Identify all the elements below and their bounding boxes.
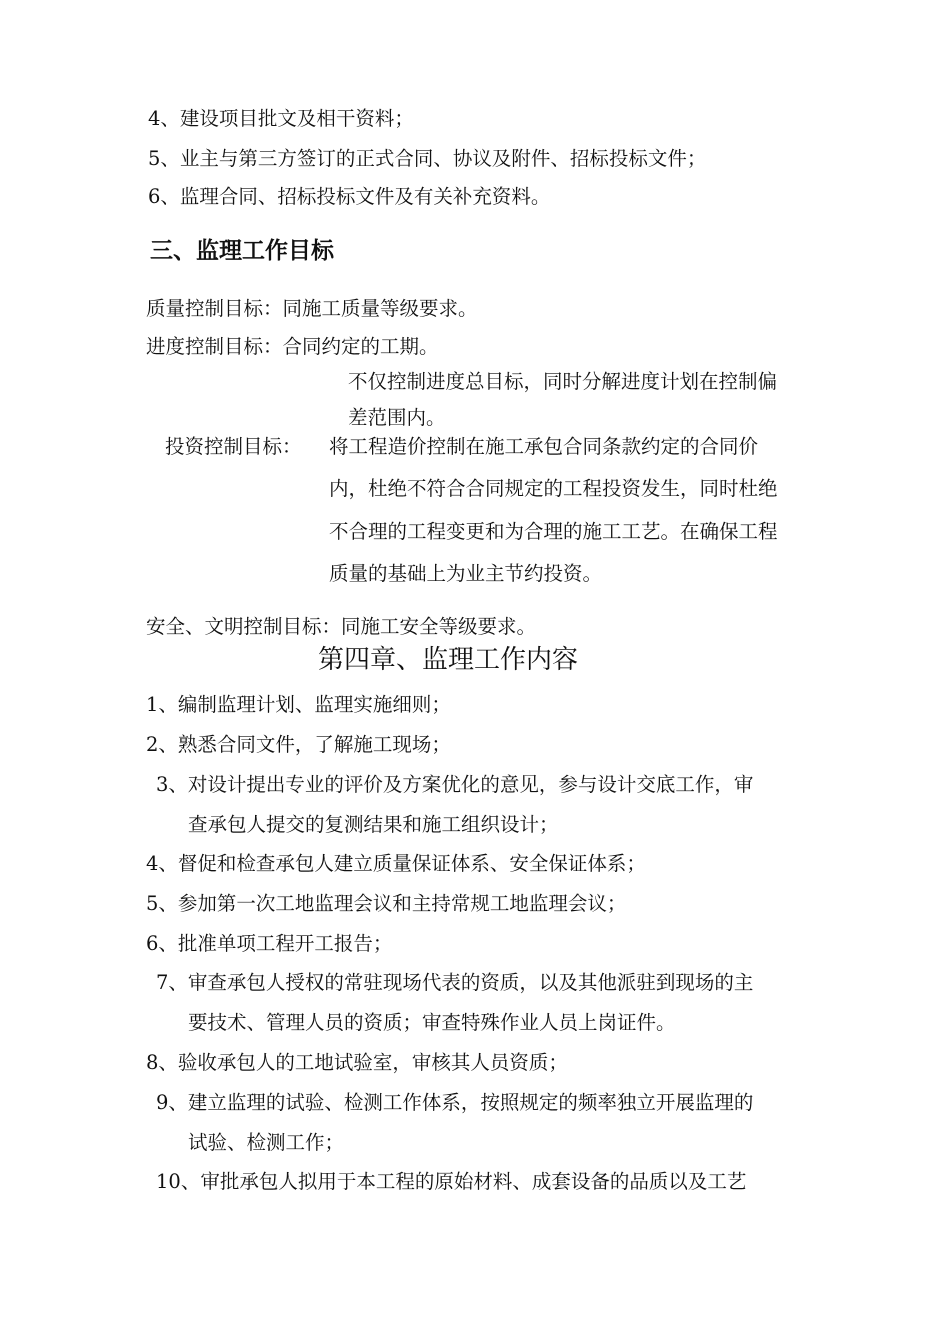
investment-line: 内，杜绝不符合合同规定的工程投资发生，同时杜绝 <box>329 477 778 500</box>
chapter-item: 2、熟悉合同文件，了解施工现场； <box>146 733 451 756</box>
chapter-item-continuation: 试验、检测工作； <box>188 1131 345 1154</box>
quality-goal: 质量控制目标：同施工质量等级要求。 <box>146 297 478 320</box>
basis-item-4: 4、建设项目批文及相干资料； <box>148 107 414 130</box>
basis-item-6: 6、监理合同、招标投标文件及有关补充资料。 <box>148 185 551 208</box>
chapter-title: 第四章、监理工作内容 <box>318 645 579 675</box>
investment-line: 将工程造价控制在施工承包合同条款约定的合同价 <box>329 435 759 458</box>
chapter-item: 5、参加第一次工地监理会议和主持常规工地监理会议； <box>146 892 627 915</box>
investment-label: 投资控制目标： <box>165 435 302 458</box>
chapter-item-continuation: 要技术、管理人员的资质；审查特殊作业人员上岗证件。 <box>188 1011 676 1034</box>
chapter-item: 4、督促和检查承包人建立质量保证体系、安全保证体系； <box>146 852 646 875</box>
chapter-item: 9、建立监理的试验、检测工作体系，按照规定的频率独立开展监理的 <box>156 1091 754 1114</box>
chapter-item: 10、审批承包人拟用于本工程的原始材料、成套设备的品质以及工艺 <box>156 1170 747 1193</box>
schedule-detail-line: 不仅控制进度总目标，同时分解进度计划在控制偏 <box>348 370 778 393</box>
section-title: 三、监理工作目标 <box>150 238 334 264</box>
chapter-item: 3、对设计提出专业的评价及方案优化的意见，参与设计交底工作，审 <box>156 773 754 796</box>
schedule-detail-line: 差范围内。 <box>348 406 446 429</box>
schedule-goal: 进度控制目标：合同约定的工期。 <box>146 335 439 358</box>
chapter-item: 1、编制监理计划、监理实施细则； <box>146 693 451 716</box>
chapter-item-continuation: 查承包人提交的复测结果和施工组织设计； <box>188 813 559 836</box>
investment-line: 质量的基础上为业主节约投资。 <box>329 562 603 585</box>
chapter-item: 7、审查承包人授权的常驻现场代表的资质，以及其他派驻到现场的主 <box>156 971 754 994</box>
chapter-item: 6、批准单项工程开工报告； <box>146 932 393 955</box>
investment-line: 不合理的工程变更和为合理的施工工艺。在确保工程 <box>329 520 778 543</box>
safety-goal: 安全、文明控制目标：同施工安全等级要求。 <box>146 615 537 638</box>
chapter-item: 8、验收承包人的工地试验室，审核其人员资质； <box>146 1051 568 1074</box>
basis-item-5: 5、业主与第三方签订的正式合同、协议及附件、招标投标文件； <box>148 147 707 170</box>
